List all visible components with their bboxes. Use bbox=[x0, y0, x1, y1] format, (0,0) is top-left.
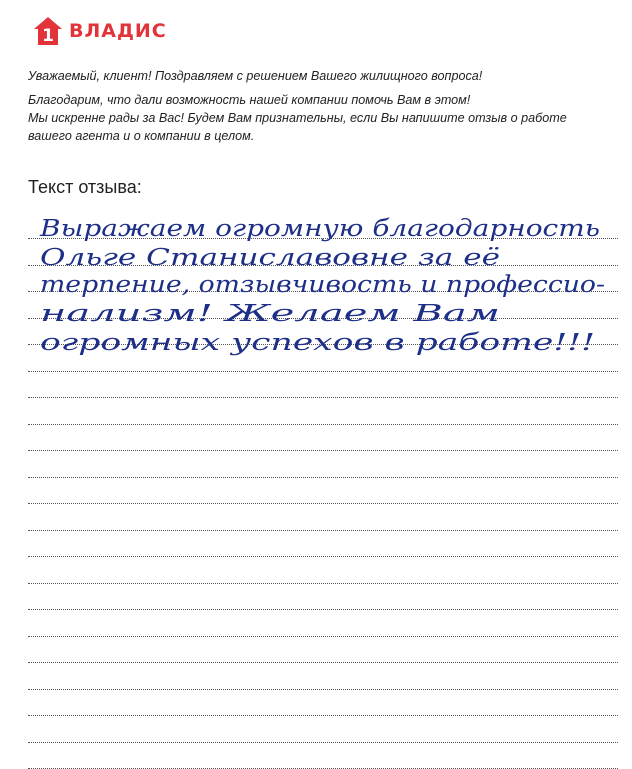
ruled-line bbox=[28, 715, 618, 716]
ruled-line bbox=[28, 238, 618, 239]
thanks-paragraph bbox=[28, 91, 618, 145]
ruled-line bbox=[28, 424, 618, 425]
ruled-line bbox=[28, 265, 618, 266]
ruled-line bbox=[28, 503, 618, 504]
ruled-line bbox=[28, 530, 618, 531]
ruled-line bbox=[28, 662, 618, 663]
handwritten-line: Ольге Станиславовне за её bbox=[40, 245, 500, 271]
handwritten-line: огромных успехов в работе!!! bbox=[40, 330, 595, 356]
ruled-lines bbox=[28, 208, 618, 768]
ruled-line bbox=[28, 291, 618, 292]
house-logo-icon bbox=[32, 15, 64, 47]
header bbox=[32, 15, 167, 47]
ruled-line bbox=[28, 397, 618, 398]
handwritten-line: Выражаем огромную благодарность bbox=[38, 216, 600, 242]
ruled-line bbox=[28, 636, 618, 637]
brand-name: ВЛАДИС bbox=[69, 20, 167, 42]
ruled-line bbox=[28, 609, 618, 610]
handwritten-line: нализм! Желаем Вам bbox=[40, 301, 500, 327]
thanks-line-3: вашего агента и о компании в целом. bbox=[28, 129, 255, 143]
ruled-line bbox=[28, 742, 618, 743]
ruled-line bbox=[28, 689, 618, 690]
ruled-line bbox=[28, 556, 618, 557]
thanks-line-1: Благодарим, что дали возможность нашей компании помочь Вам в этом! bbox=[28, 93, 471, 107]
greeting-paragraph: Уважаемый, клиент! Поздравляем с решением Вашего жилищного вопроса! bbox=[28, 69, 483, 83]
ruled-line bbox=[28, 318, 618, 319]
thanks-line-2: Мы искренне рады за Вас! Будем Вам признательны, если Вы напишите отзыв о работе bbox=[28, 111, 567, 125]
ruled-line bbox=[28, 450, 618, 451]
ruled-line bbox=[28, 344, 618, 345]
handwritten-line: терпение, отзывчивость и профессио- bbox=[40, 272, 605, 298]
review-title: Текст отзыва: bbox=[28, 177, 142, 197]
ruled-line bbox=[28, 371, 618, 372]
ruled-line bbox=[28, 583, 618, 584]
logo-digit: 1 bbox=[42, 26, 54, 46]
ruled-line bbox=[28, 477, 618, 478]
intro-text bbox=[28, 67, 618, 151]
